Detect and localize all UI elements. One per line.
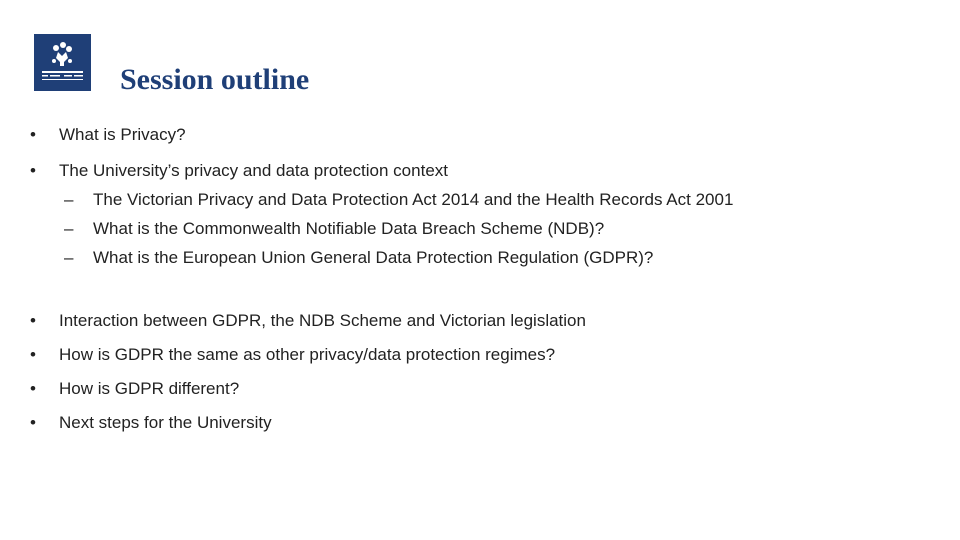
slide-title: Session outline xyxy=(120,63,310,96)
outline-subitem-text: What is the European Union General Data Protection Regulation (GDPR)? xyxy=(93,248,654,267)
bullet-glyph: • xyxy=(30,345,36,364)
dash-glyph: – xyxy=(64,248,74,267)
dash-glyph: – xyxy=(64,190,74,209)
dash-glyph: – xyxy=(64,219,74,238)
university-logo xyxy=(34,34,91,91)
bullet-glyph: • xyxy=(30,413,36,432)
outline-item-text: What is Privacy? xyxy=(59,125,186,144)
outline-item-text: Next steps for the University xyxy=(59,413,272,432)
university-crest-icon xyxy=(34,34,91,91)
outline-subitem-text: What is the Commonwealth Notifiable Data Breach Scheme (NDB)? xyxy=(93,219,605,238)
outline-item-text: How is GDPR different? xyxy=(59,379,240,398)
bullet-glyph: • xyxy=(30,379,36,398)
outline-item-text: How is GDPR the same as other privacy/data protection regimes? xyxy=(59,345,556,364)
outline-item-text: The University’s privacy and data protection context xyxy=(59,161,448,180)
outline-subitem-text: The Victorian Privacy and Data Protection Act 2014 and the Health Records Act 2001 xyxy=(93,190,734,209)
outline-item-text: Interaction between GDPR, the NDB Scheme and Victorian legislation xyxy=(59,311,586,330)
bullet-glyph: • xyxy=(30,311,36,330)
bullet-glyph: • xyxy=(30,125,36,144)
bullet-glyph: • xyxy=(30,161,36,180)
